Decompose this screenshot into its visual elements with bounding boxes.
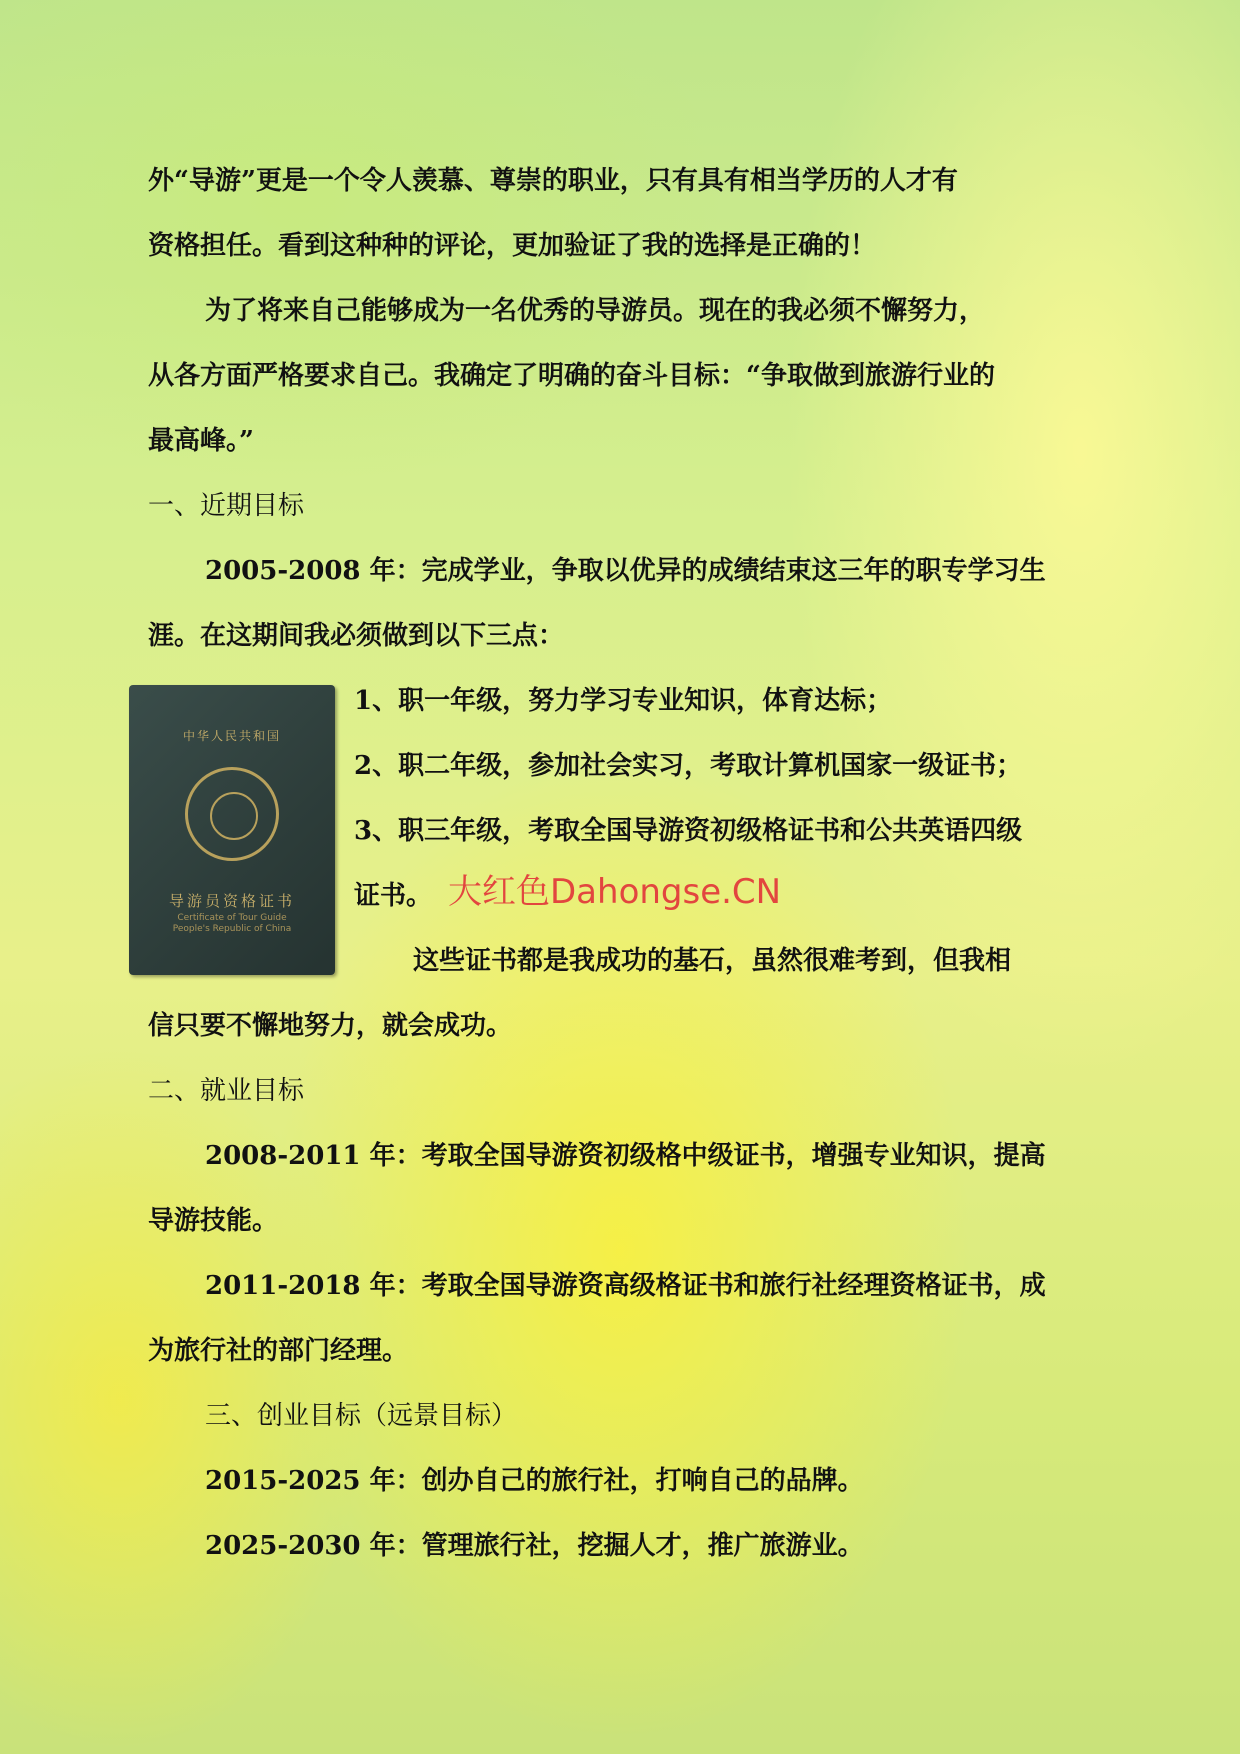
list-item: 2、职二年级，参加社会实习，考取计算机国家一级证书； [354,751,1023,781]
list-item: 证书。 [354,881,433,911]
paragraph-line: 2005-2008 年：完成学业，争取以优异的成绩结束这三年的职专学习生 [205,556,1046,586]
national-emblem-icon [185,767,279,861]
paragraph-line: 为了将来自己能够成为一名优秀的导游员。现在的我必须不懈努力， [205,296,986,326]
paragraph-line: 2015-2025 年：创办自己的旅行社，打响自己的品牌。 [205,1466,864,1496]
tour-guide-certificate-image [129,685,335,975]
certificate-subtitle-line: People's Republic of China [172,924,292,934]
certificate-subtitle-line: Certificate of Tour Guide [177,913,287,923]
paragraph-line: 2011-2018 年：考取全国导游资高级格证书和旅行社经理资格证书，成 [205,1271,1046,1301]
paragraph-line: 最高峰。” [148,426,254,456]
paragraph-line: 资格担任。看到这种种的评论，更加验证了我的选择是正确的！ [148,231,877,261]
list-item: 1、职一年级，努力学习专业知识，体育达标； [354,686,893,716]
paragraph-line: 导游技能。 [148,1206,279,1236]
list-item: 3、职三年级，考取全国导游资初级格证书和公共英语四级 [354,816,1023,846]
paragraph-line: 从各方面严格要求自己。我确定了明确的奋斗目标：“争取做到旅游行业的 [148,361,995,391]
certificate-top-text: 中华人民共和国 [182,729,281,743]
paragraph-line: 2025-2030 年：管理旅行社，挖掘人才，推广旅游业。 [205,1531,864,1561]
paragraph-line: 为旅行社的部门经理。 [148,1336,409,1366]
paragraph-line: 涯。在这期间我必须做到以下三点： [148,621,565,651]
paragraph-line: 2008-2011 年：考取全国导游资初级格中级证书，增强专业知识，提高 [205,1141,1046,1171]
paragraph-line: 信只要不懈地努力，就会成功。 [148,1011,513,1041]
section-heading: 三、创业目标（远景目标） [205,1401,518,1431]
paragraph-line: 这些证书都是我成功的基石，虽然很难考到，但我相 [413,946,1012,976]
section-heading: 一、近期目标 [148,491,305,521]
certificate-title: 导游员资格证书 [168,892,295,910]
section-heading: 二、就业目标 [148,1076,305,1106]
watermark-text: 大红色Dahongse.CN [448,872,782,912]
certificate-subtitle [129,913,335,935]
paragraph-line: 外“导游”更是一个令人羡慕、尊崇的职业，只有具有相当学历的人才有 [148,166,958,196]
